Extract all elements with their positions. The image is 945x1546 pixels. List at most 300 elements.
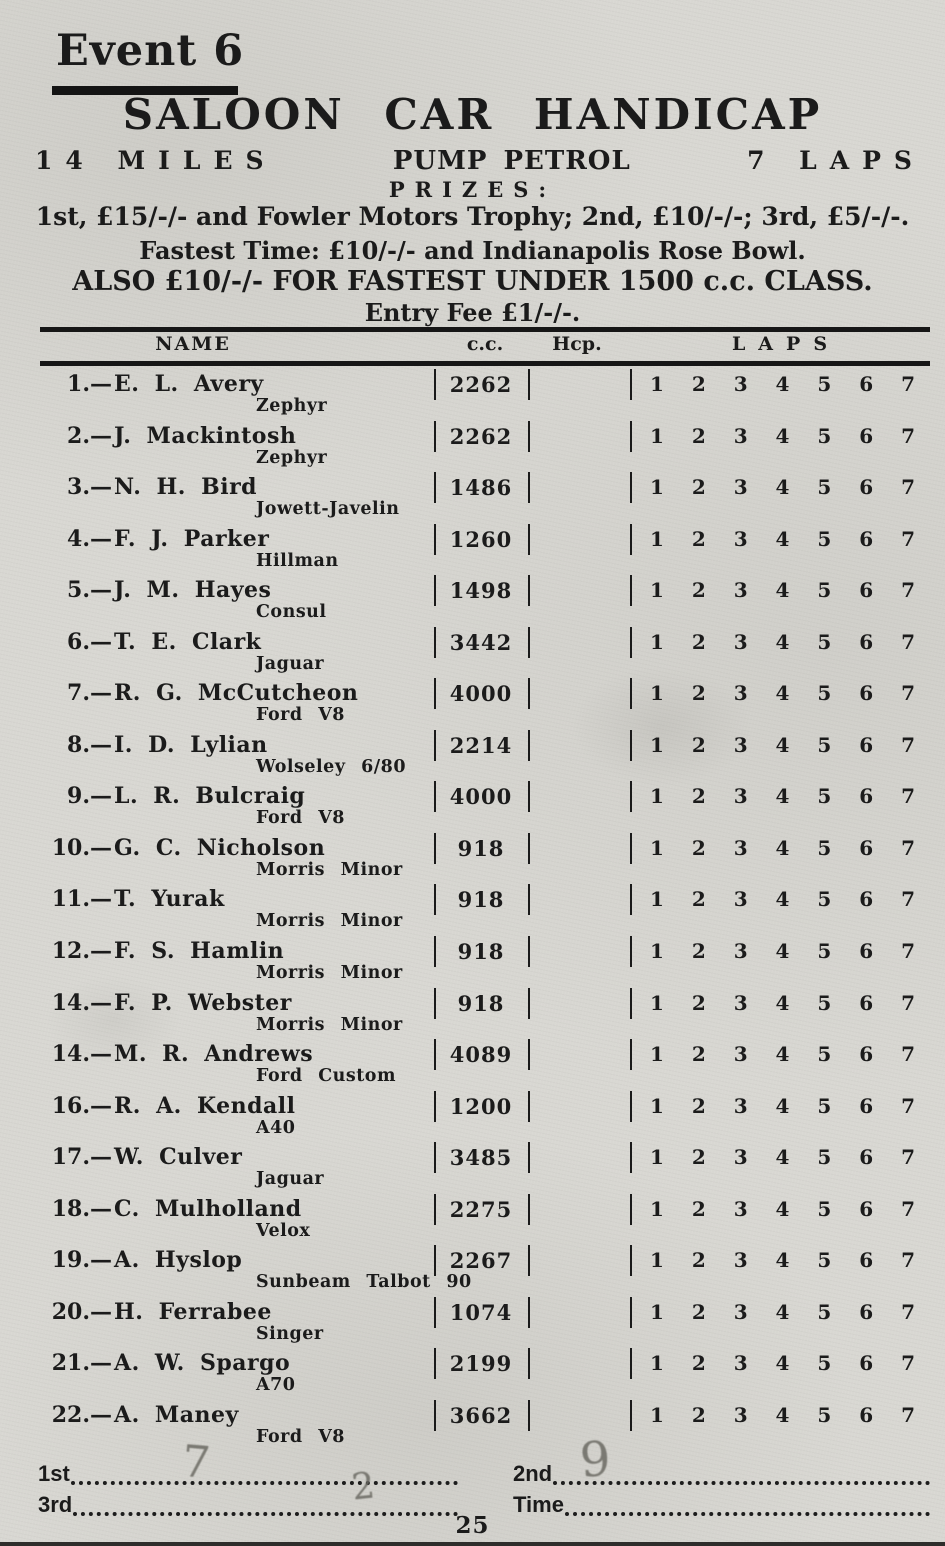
lap-number: 3 <box>733 475 748 500</box>
lap-number: 6 <box>859 1248 874 1273</box>
car-name: Velox <box>256 1220 311 1241</box>
entry-number: 21.— <box>51 1350 112 1377</box>
lap-number: 1 <box>650 1299 664 1324</box>
table-row <box>0 783 945 835</box>
lap-numbers <box>650 372 915 396</box>
handwritten-second-place: 9 <box>578 1431 613 1489</box>
lap-number: 2 <box>691 990 706 1015</box>
lap-number: 3 <box>733 990 748 1015</box>
engine-cc: 918 <box>457 990 505 1016</box>
column-divider <box>630 833 632 864</box>
engine-cc: 1200 <box>449 1093 513 1119</box>
lap-number: 1 <box>650 1248 664 1273</box>
lap-number: 5 <box>817 629 832 654</box>
lap-number: 7 <box>901 1351 915 1376</box>
entry-main-line <box>0 629 945 656</box>
lap-numbers <box>650 733 915 757</box>
third-place-label: 3rd <box>38 1492 73 1517</box>
prizes-heading: PRIZES: <box>388 177 557 202</box>
engine-cc: 2275 <box>449 1196 513 1222</box>
entry-main-line <box>0 732 945 759</box>
lap-number: 6 <box>859 526 874 551</box>
lap-number: 3 <box>733 1145 748 1170</box>
entry-main-line <box>0 1093 945 1120</box>
driver-name: A. W. Spargo <box>114 1350 291 1377</box>
column-divider <box>630 988 632 1019</box>
lap-number: 1 <box>650 1093 664 1118</box>
lap-number: 7 <box>901 887 915 912</box>
engine-cc: 918 <box>457 887 505 913</box>
entry-list <box>0 371 945 1453</box>
car-name: Consul <box>256 602 327 623</box>
lap-number: 7 <box>901 732 915 757</box>
lap-number: 6 <box>859 423 874 448</box>
lap-number: 2 <box>691 1299 706 1324</box>
column-divider <box>630 678 632 709</box>
car-name: Ford Custom <box>256 1066 396 1087</box>
table-row <box>0 1196 945 1248</box>
lap-number: 3 <box>733 784 748 809</box>
lap-number: 5 <box>817 1196 832 1221</box>
lap-number: 4 <box>775 1248 790 1273</box>
lap-number: 1 <box>650 578 664 603</box>
lap-number: 1 <box>650 423 664 448</box>
entry-number: 9.— <box>67 783 112 810</box>
column-divider <box>528 936 530 967</box>
lap-number: 2 <box>691 423 706 448</box>
lap-number: 2 <box>691 1351 706 1376</box>
lap-number: 2 <box>691 939 706 964</box>
lap-number: 6 <box>859 578 874 603</box>
column-divider <box>630 1245 632 1276</box>
lap-numbers <box>650 424 915 448</box>
column-header-name: NAME <box>155 333 231 355</box>
table-row <box>0 1144 945 1196</box>
lap-number: 7 <box>901 1042 915 1067</box>
column-divider <box>528 988 530 1019</box>
lap-number: 5 <box>817 1248 832 1273</box>
entry-main-line <box>0 1402 945 1429</box>
entry-number: 19.— <box>51 1247 112 1274</box>
column-divider <box>528 1348 530 1379</box>
lap-number: 4 <box>775 887 790 912</box>
table-row <box>0 629 945 681</box>
lap-number: 7 <box>901 1145 915 1170</box>
lap-number: 2 <box>691 1248 706 1273</box>
lap-number: 7 <box>901 1248 915 1273</box>
lap-number: 3 <box>733 1299 748 1324</box>
engine-cc: 918 <box>457 939 505 965</box>
lap-number: 5 <box>817 1299 832 1324</box>
lap-numbers <box>650 475 915 499</box>
entry-main-line <box>0 783 945 810</box>
lap-number: 6 <box>859 887 874 912</box>
lap-number: 2 <box>691 526 706 551</box>
first-place-label: 1st <box>38 1461 70 1486</box>
lap-numbers <box>650 939 915 963</box>
column-header-laps: LAPS <box>731 333 841 355</box>
column-divider <box>528 1194 530 1225</box>
entry-main-line <box>0 1247 945 1274</box>
column-divider <box>630 1297 632 1328</box>
entry-main-line <box>0 1196 945 1223</box>
table-header-rule <box>40 361 930 366</box>
prize-line-3: ALSO £10/-/- FOR FASTEST UNDER 1500 c.c. CLASS. <box>72 266 873 297</box>
lap-number: 1 <box>650 681 664 706</box>
column-header-hcp: Hcp. <box>552 333 602 355</box>
lap-number: 6 <box>859 1145 874 1170</box>
lap-number: 5 <box>817 887 832 912</box>
table-row <box>0 371 945 423</box>
column-divider <box>528 1091 530 1122</box>
column-divider <box>528 1142 530 1173</box>
column-divider <box>630 884 632 915</box>
lap-number: 5 <box>817 1145 832 1170</box>
table-row <box>0 1350 945 1402</box>
lap-number: 4 <box>775 939 790 964</box>
lap-number: 2 <box>691 784 706 809</box>
time-label: Time <box>513 1492 564 1517</box>
driver-name: C. Mulholland <box>114 1195 302 1222</box>
engine-cc: 4000 <box>449 784 513 810</box>
column-divider <box>528 524 530 555</box>
lap-number: 7 <box>901 629 915 654</box>
engine-cc: 4089 <box>449 1042 513 1068</box>
engine-cc: 3485 <box>449 1145 513 1171</box>
lap-numbers <box>650 527 915 551</box>
table-row <box>0 732 945 784</box>
lap-number: 5 <box>817 423 832 448</box>
lap-number: 3 <box>733 1196 748 1221</box>
entry-main-line <box>0 886 945 913</box>
lap-number: 3 <box>733 1402 748 1427</box>
entry-number: 11.— <box>51 886 112 913</box>
driver-name: T. Yurak <box>114 886 225 913</box>
lap-number: 2 <box>691 578 706 603</box>
car-name: Morris Minor <box>256 911 403 932</box>
car-name: Jowett-Javelin <box>256 499 400 520</box>
engine-cc: 3442 <box>449 629 513 655</box>
column-divider <box>630 421 632 452</box>
entry-number: 10.— <box>51 834 112 861</box>
driver-name: F. P. Webster <box>114 989 292 1016</box>
entry-main-line <box>0 1299 945 1326</box>
lap-number: 3 <box>733 1093 748 1118</box>
lap-number: 1 <box>650 526 664 551</box>
driver-name: T. E. Clark <box>114 628 262 655</box>
entry-number: 5.— <box>67 577 112 604</box>
car-name: Zephyr <box>256 396 328 416</box>
lap-number: 1 <box>650 629 664 654</box>
lap-number: 7 <box>901 423 915 448</box>
car-name: Singer <box>256 1323 324 1344</box>
column-header-cc: c.c. <box>466 333 504 355</box>
column-divider <box>528 472 530 503</box>
lap-number: 7 <box>901 526 915 551</box>
lap-number: 3 <box>733 835 748 860</box>
lap-numbers <box>650 1351 915 1375</box>
driver-name: R. G. McCutcheon <box>114 680 359 707</box>
lap-number: 5 <box>817 1351 832 1376</box>
lap-numbers <box>650 1300 915 1324</box>
prize-line-1: 1st, £15/-/- and Fowler Motors Trophy; 2nd, £10/-/-; 3rd, £5/-/-. <box>35 202 910 231</box>
car-name: Morris Minor <box>256 859 403 880</box>
lap-number: 6 <box>859 1196 874 1221</box>
lap-number: 4 <box>775 835 790 860</box>
column-divider <box>528 678 530 709</box>
lap-number: 2 <box>691 887 706 912</box>
lap-number: 5 <box>817 939 832 964</box>
lap-number: 3 <box>733 578 748 603</box>
entry-number: 7.— <box>67 680 112 707</box>
fuel-label: PUMP PETROL <box>392 146 631 176</box>
lap-number: 5 <box>817 784 832 809</box>
table-row <box>0 1041 945 1093</box>
second-place-label: 2nd <box>513 1461 553 1486</box>
lap-numbers <box>650 578 915 602</box>
lap-number: 4 <box>775 423 790 448</box>
entry-main-line <box>0 474 945 501</box>
entry-main-line <box>0 577 945 604</box>
lap-number: 4 <box>775 1042 790 1067</box>
entry-number: 14.— <box>51 989 112 1016</box>
lap-number: 7 <box>901 939 915 964</box>
column-divider <box>630 369 632 400</box>
lap-numbers <box>650 836 915 860</box>
car-name: Sunbeam Talbot 90 <box>256 1272 472 1293</box>
lap-number: 4 <box>775 732 790 757</box>
car-name: Zephyr <box>256 447 328 468</box>
column-divider <box>528 833 530 864</box>
lap-numbers <box>650 1403 915 1427</box>
lap-number: 6 <box>859 732 874 757</box>
driver-name: N. H. Bird <box>114 474 258 501</box>
lap-number: 3 <box>733 732 748 757</box>
lap-number: 2 <box>691 1196 706 1221</box>
lap-number: 6 <box>859 1042 874 1067</box>
lap-numbers <box>650 630 915 654</box>
lap-numbers <box>650 1094 915 1118</box>
lap-number: 5 <box>817 835 832 860</box>
lap-number: 4 <box>775 681 790 706</box>
lap-number: 7 <box>901 1093 915 1118</box>
driver-name: A. Hyslop <box>114 1247 243 1274</box>
column-divider <box>528 1400 530 1431</box>
entry-main-line <box>0 1041 945 1068</box>
lap-number: 6 <box>859 835 874 860</box>
lap-number: 2 <box>691 475 706 500</box>
lap-numbers <box>650 784 915 808</box>
lap-numbers <box>650 681 915 705</box>
table-row <box>0 1093 945 1145</box>
lap-number: 5 <box>817 526 832 551</box>
lap-number: 1 <box>650 1196 664 1221</box>
table-top-rule <box>40 327 930 332</box>
lap-number: 2 <box>691 629 706 654</box>
column-divider <box>528 627 530 658</box>
car-name: A70 <box>256 1375 296 1396</box>
column-divider <box>630 781 632 812</box>
handwritten-third-place: 2 <box>349 1465 377 1510</box>
engine-cc: 1260 <box>449 526 513 552</box>
lap-number: 3 <box>733 939 748 964</box>
entry-number: 22.— <box>51 1401 112 1428</box>
lap-number: 7 <box>901 835 915 860</box>
driver-name: R. A. Kendall <box>114 1092 296 1119</box>
lap-number: 4 <box>775 526 790 551</box>
lap-number: 5 <box>817 475 832 500</box>
car-name: Ford V8 <box>256 1426 345 1447</box>
lap-number: 5 <box>817 1042 832 1067</box>
lap-number: 4 <box>775 1093 790 1118</box>
column-divider <box>630 1039 632 1070</box>
entry-number: 14.— <box>51 1041 112 1068</box>
lap-number: 3 <box>733 1351 748 1376</box>
race-info-line <box>35 146 925 176</box>
entry-number: 4.— <box>67 525 112 552</box>
lap-number: 3 <box>733 1248 748 1273</box>
lap-number: 4 <box>775 1145 790 1170</box>
column-divider <box>528 1297 530 1328</box>
table-row <box>0 680 945 732</box>
table-row <box>0 423 945 475</box>
lap-number: 2 <box>691 681 706 706</box>
entry-number: 20.— <box>51 1298 112 1325</box>
engine-cc: 1498 <box>449 578 513 604</box>
event-label: Event 6 <box>56 26 245 76</box>
lap-number: 7 <box>901 784 915 809</box>
lap-number: 6 <box>859 1402 874 1427</box>
car-name: Jaguar <box>256 1169 325 1190</box>
entry-number: 3.— <box>67 474 112 501</box>
engine-cc: 2214 <box>449 732 513 758</box>
lap-numbers <box>650 1197 915 1221</box>
lap-number: 1 <box>650 1351 664 1376</box>
column-divider <box>630 472 632 503</box>
driver-name: M. R. Andrews <box>114 1041 314 1068</box>
lap-number: 1 <box>650 1145 664 1170</box>
table-row <box>0 1247 945 1299</box>
column-divider <box>630 1194 632 1225</box>
driver-name: F. S. Hamlin <box>114 938 285 965</box>
column-divider <box>528 730 530 761</box>
laps-label: 7 LAPS <box>747 146 925 175</box>
lap-number: 4 <box>775 629 790 654</box>
column-divider <box>528 781 530 812</box>
entry-main-line <box>0 990 945 1017</box>
lap-number: 1 <box>650 1042 664 1067</box>
driver-name: I. D. Lylian <box>114 731 268 758</box>
table-row <box>0 526 945 578</box>
engine-cc: 2199 <box>449 1351 513 1377</box>
lap-number: 6 <box>859 1093 874 1118</box>
lap-numbers <box>650 1145 915 1169</box>
lap-number: 6 <box>859 939 874 964</box>
lap-number: 2 <box>691 732 706 757</box>
car-name: Ford V8 <box>256 808 345 829</box>
lap-number: 5 <box>817 990 832 1015</box>
distance-label: 14 MILES <box>35 146 277 175</box>
lap-number: 6 <box>859 475 874 500</box>
column-divider <box>528 884 530 915</box>
lap-number: 3 <box>733 887 748 912</box>
lap-number: 3 <box>733 681 748 706</box>
lap-number: 6 <box>859 990 874 1015</box>
entry-main-line <box>0 835 945 862</box>
lap-number: 1 <box>650 475 664 500</box>
page-bottom-edge <box>0 1542 945 1546</box>
engine-cc: 2262 <box>449 372 513 397</box>
lap-number: 3 <box>733 526 748 551</box>
entry-main-line <box>0 938 945 965</box>
lap-number: 2 <box>691 1093 706 1118</box>
driver-name: G. C. Nicholson <box>114 834 326 861</box>
page-title: SALOON CAR HANDICAP <box>122 90 823 139</box>
driver-name: J. Mackintosh <box>114 422 297 449</box>
column-divider <box>630 1142 632 1173</box>
lap-numbers <box>650 887 915 911</box>
entry-main-line <box>0 1350 945 1377</box>
lap-number: 5 <box>817 1402 832 1427</box>
results-section <box>38 1454 930 1516</box>
first-place-line <box>71 1479 458 1485</box>
prize-line-2: Fastest Time: £10/-/- and Indianapolis Rose Bowl. <box>139 236 806 265</box>
driver-name: L. R. Bulcraig <box>114 783 306 810</box>
table-row <box>0 886 945 938</box>
lap-number: 2 <box>691 1145 706 1170</box>
column-divider <box>528 369 530 400</box>
lap-number: 5 <box>817 578 832 603</box>
lap-number: 5 <box>817 1093 832 1118</box>
engine-cc: 2262 <box>449 423 513 449</box>
car-name: Jaguar <box>256 653 325 674</box>
lap-number: 5 <box>817 372 832 396</box>
lap-number: 7 <box>901 681 915 706</box>
entry-main-line <box>0 423 945 450</box>
entry-main-line <box>0 680 945 707</box>
table-row <box>0 1299 945 1351</box>
entry-number: 17.— <box>51 1144 112 1171</box>
lap-number: 6 <box>859 784 874 809</box>
lap-number: 4 <box>775 784 790 809</box>
lap-number: 6 <box>859 1299 874 1324</box>
page-number: 25 <box>455 1512 490 1539</box>
entry-main-line <box>0 526 945 553</box>
lap-number: 4 <box>775 1196 790 1221</box>
lap-number: 7 <box>901 1196 915 1221</box>
engine-cc: 2267 <box>449 1248 513 1274</box>
column-divider <box>528 421 530 452</box>
lap-number: 5 <box>817 681 832 706</box>
lap-number: 4 <box>775 1402 790 1427</box>
column-divider <box>528 1039 530 1070</box>
lap-number: 1 <box>650 732 664 757</box>
lap-number: 4 <box>775 475 790 500</box>
entry-number: 2.— <box>67 422 112 449</box>
column-divider <box>630 730 632 761</box>
column-divider <box>630 1400 632 1431</box>
lap-number: 4 <box>775 990 790 1015</box>
entry-number: 16.— <box>51 1092 112 1119</box>
driver-name: J. M. Hayes <box>114 577 272 604</box>
lap-number: 3 <box>733 629 748 654</box>
entry-main-line <box>0 371 945 398</box>
table-row <box>0 577 945 629</box>
lap-numbers <box>650 1042 915 1066</box>
lap-number: 7 <box>901 578 915 603</box>
lap-number: 1 <box>650 939 664 964</box>
entry-number: 8.— <box>67 731 112 758</box>
